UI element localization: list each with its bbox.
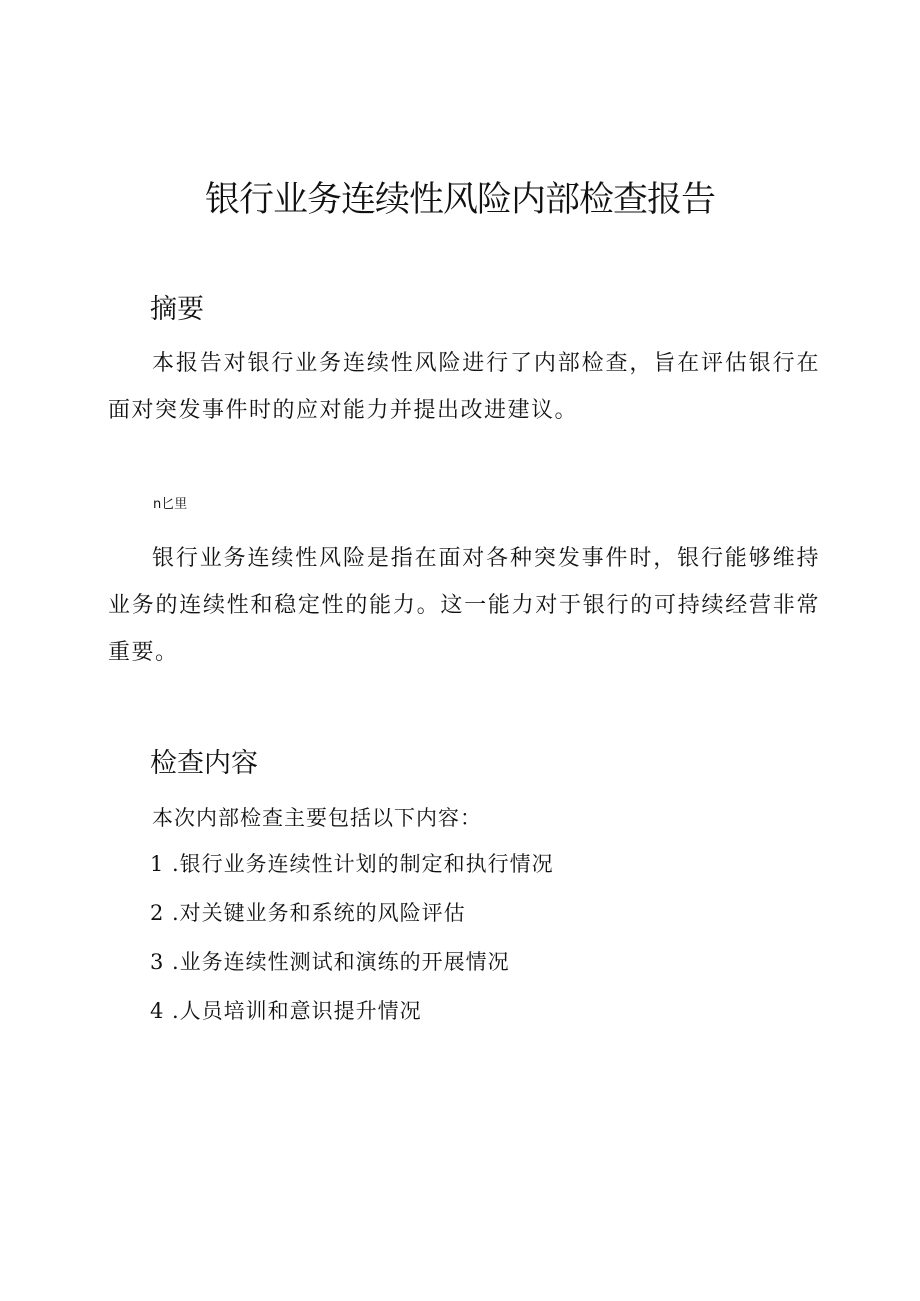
background-paragraph: 银行业务连续性风险是指在面对各种突发事件时，银行能够维持业务的连续性和稳定性的能力。这一能力对于银行的可持续经营非常重要。 [108,546,820,665]
inspection-intro: 本次内部检查主要包括以下内容： [152,806,482,830]
background-heading: n匕里 [153,497,188,512]
list-item [150,850,554,899]
list-item [150,948,554,997]
list-item [150,997,554,1046]
summary-heading: 摘要 [150,294,204,325]
list-item-text: .银行业务连续性计划的制定和执行情况 [172,852,554,876]
list-item-text: .对关键业务和系统的风险评估 [172,901,466,925]
summary-paragraph: 本报告对银行业务连续性风险进行了内部检查，旨在评估银行在面对突发事件时的应对能力并提出改进建议。 [108,351,820,423]
inspection-heading: 检查内容 [150,748,258,779]
list-item-number: 1 [150,852,164,876]
inspection-list [150,850,554,1046]
document-title: 银行业务连续性风险内部检查报告 [204,180,715,220]
list-item-number: 4 [150,999,164,1023]
list-item-number: 2 [150,901,164,925]
list-item-text: .业务连续性测试和演练的开展情况 [172,950,510,974]
list-item [150,899,554,948]
list-item-number: 3 [150,950,164,974]
list-item-text: .人员培训和意识提升情况 [172,999,422,1023]
